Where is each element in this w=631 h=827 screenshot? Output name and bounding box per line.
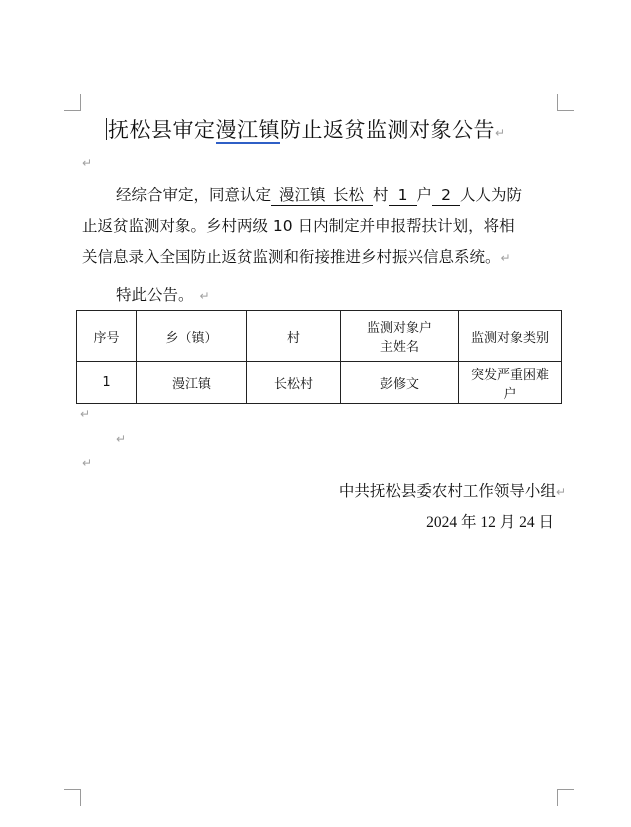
header-cell-index[interactable]: 序号 [77,311,137,362]
paragraph-mark: ↵ [500,251,511,265]
date-day-unit: 日 [538,513,554,531]
document-title[interactable] [106,114,506,144]
header-cell-town[interactable]: 乡（镇） [137,311,247,362]
margin-marker-bottom-left [64,789,81,806]
header-cell-category[interactable]: 监测对象类别 [459,311,562,362]
table-header-row [77,311,562,362]
cell-index[interactable]: 1 [77,362,137,404]
cell-householder[interactable]: 彭修文 [341,362,459,404]
margin-marker-top-right [557,94,574,111]
title-town-underlined: 漫江镇 [215,118,280,142]
notice-text: 特此公告。 [116,286,194,304]
date-day: 24 [519,514,535,531]
date-month: 12 [480,514,496,531]
village-blank: 长松 [327,187,373,206]
empty-paragraph-mark: ↵ [80,407,91,421]
date-line[interactable] [426,510,554,532]
paragraph-line-1[interactable] [116,183,522,206]
date-month-unit: 月 [499,513,516,531]
text-cursor [106,118,107,140]
paragraph-mark: ↵ [555,485,566,499]
empty-paragraph-mark: ↵ [82,156,93,170]
paragraph-line-3[interactable] [82,245,511,267]
header-cell-village[interactable]: 村 [247,311,341,362]
households-blank: 1 [389,187,417,206]
empty-paragraph-mark: ↵ [82,456,93,470]
persons-blank: 2 [432,187,460,206]
notice-line[interactable] [116,283,210,305]
cell-category[interactable]: 突发严重困难户 [459,362,562,404]
line1-suffix: 人人为防 [460,186,523,204]
header-cell-householder[interactable]: 监测对象户主姓名 [341,311,459,362]
signature-line[interactable] [339,479,566,501]
monitoring-table [76,310,562,404]
town-blank: 漫江镇 [271,187,327,206]
line3-text: 关信息录入全国防止返贫监测和衔接推进乡村振兴信息系统。 [82,248,501,266]
cell-town[interactable]: 漫江镇 [137,362,247,404]
paragraph-line-2[interactable]: 止返贫监测对象。乡村两级 10 日内制定并申报帮扶计划，将相 [82,217,515,235]
title-suffix: 防止返贫监测对象公告 [280,118,495,142]
households-unit: 户 [416,186,433,204]
empty-paragraph-mark: ↵ [116,432,127,446]
margin-marker-bottom-right [557,789,574,806]
table-row [77,362,562,404]
cell-village[interactable]: 长松村 [247,362,341,404]
title-prefix: 抚松县审定 [108,118,216,142]
paragraph-mark: ↵ [495,126,506,140]
signature-text: 中共抚松县委农村工作领导小组 [338,482,556,500]
village-suffix: 村 [373,186,389,204]
date-year: 2024 [426,514,458,531]
line1-prefix: 经综合审定，同意认定 [116,186,272,204]
margin-marker-top-left [64,94,81,111]
date-year-unit: 年 [460,513,477,531]
paragraph-mark: ↵ [199,289,210,303]
